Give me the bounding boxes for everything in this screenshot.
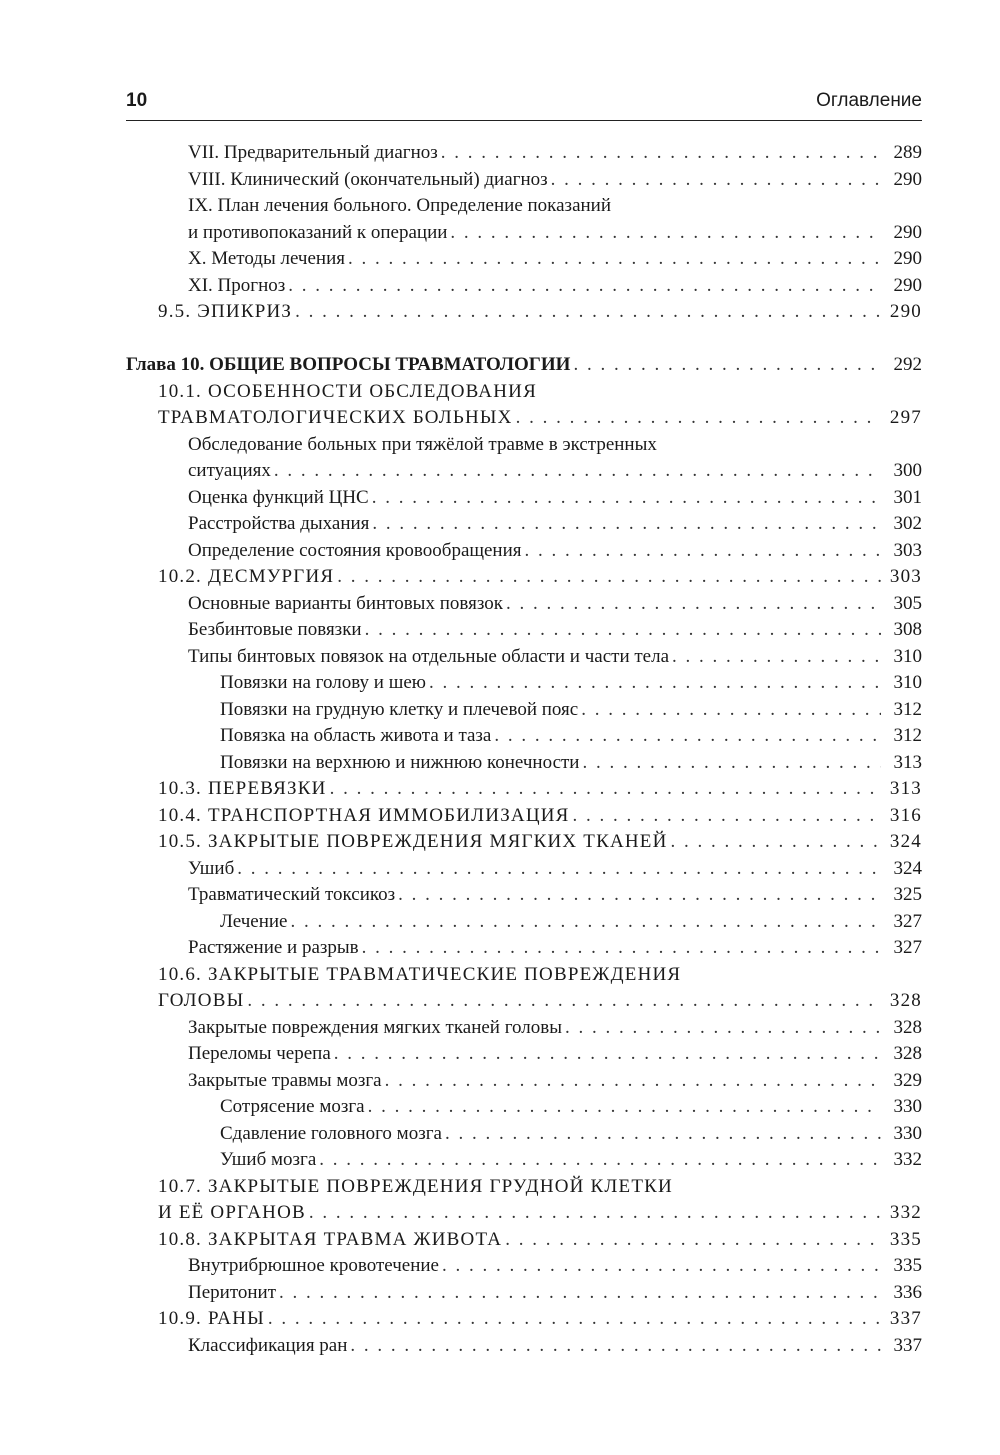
toc-section[interactable]: 10.3. ПЕРЕВЯЗКИ . . . 313 xyxy=(126,776,922,803)
toc-entry[interactable]: Безбинтовые повязки . . . 308 xyxy=(126,617,922,644)
leader-dots xyxy=(372,511,881,538)
leader-dots xyxy=(525,538,881,565)
leader-dots xyxy=(494,723,881,750)
toc-entry[interactable]: Закрытые повреждения мягких тканей головы . . . 328 xyxy=(126,1015,922,1042)
toc-entry[interactable]: Оценка функций ЦНС . . . 301 xyxy=(126,485,922,512)
leader-dots xyxy=(268,1306,881,1333)
toc-entry[interactable]: Закрытые травмы мозга . . . 329 xyxy=(126,1068,922,1095)
toc-subentry[interactable]: Повязки на верхнюю и нижнюю конечности . . . 313 xyxy=(126,750,922,777)
leader-dots xyxy=(505,1227,881,1254)
leader-dots xyxy=(445,1121,881,1148)
leader-dots xyxy=(671,829,881,856)
toc-entry[interactable]: Типы бинтовых повязок на отдельные области и части тела . . . 310 xyxy=(126,644,922,671)
leader-dots xyxy=(348,246,881,273)
leader-dots xyxy=(274,458,881,485)
toc-entry[interactable]: Травматический токсикоз . . . 325 xyxy=(126,882,922,909)
toc-section-line1[interactable]: 10.7. ЗАКРЫТЫЕ ПОВРЕЖДЕНИЯ ГРУДНОЙ КЛЕТКИ xyxy=(158,1175,673,1197)
leader-dots xyxy=(516,405,881,432)
leader-dots xyxy=(573,803,881,830)
leader-dots xyxy=(319,1147,881,1174)
leader-dots xyxy=(237,856,881,883)
leader-dots xyxy=(309,1200,881,1227)
toc-entry[interactable]: Перитонит . . . 336 xyxy=(126,1280,922,1307)
toc-entry[interactable]: Основные варианты бинтовых повязок . . . 305 xyxy=(126,591,922,618)
toc-entry-line1[interactable]: IX. План лечения больного. Определение показаний xyxy=(188,195,612,216)
leader-dots xyxy=(295,299,881,326)
leader-dots xyxy=(279,1280,881,1307)
toc-section[interactable]: ГОЛОВЫ . . . 328 xyxy=(126,988,922,1015)
leader-dots xyxy=(429,670,881,697)
toc-subentry[interactable]: Сотрясение мозга . . . 330 xyxy=(126,1094,922,1121)
toc-entry[interactable]: и противопоказаний к операции . . . 290 xyxy=(126,220,922,247)
toc-subentry[interactable]: Повязки на грудную клетку и плечевой пояс . . . 312 xyxy=(126,697,922,724)
leader-dots xyxy=(365,617,881,644)
toc-entry[interactable]: Определение состояния кровообращения . . . 303 xyxy=(126,538,922,565)
leader-dots xyxy=(450,220,881,247)
toc-entry[interactable]: XI. Прогноз . . . 290 xyxy=(126,273,922,300)
toc-chapter[interactable]: Глава 10. ОБЩИЕ ВОПРОСЫ ТРАВМАТОЛОГИИ . . . 292 xyxy=(126,352,922,379)
leader-dots xyxy=(288,273,881,300)
leader-dots xyxy=(372,485,881,512)
leader-dots xyxy=(506,591,881,618)
toc-entry-line1[interactable]: Обследование больных при тяжёлой травме в экстренных xyxy=(188,433,657,455)
toc-section[interactable]: 10.5. ЗАКРЫТЫЕ ПОВРЕЖДЕНИЯ МЯГКИХ ТКАНЕЙ . . . 324 xyxy=(126,829,922,856)
toc-entry[interactable]: Ушиб . . . 324 xyxy=(126,856,922,883)
toc-section[interactable]: 9.5. ЭПИКРИЗ . . . 290 xyxy=(126,299,922,326)
toc-section[interactable]: 10.4. ТРАНСПОРТНАЯ ИММОБИЛИЗАЦИЯ . . . 316 xyxy=(126,803,922,830)
page-header xyxy=(126,88,922,121)
leader-dots xyxy=(290,909,881,936)
toc-section[interactable]: ТРАВМАТОЛОГИЧЕСКИХ БОЛЬНЫХ . . . 297 xyxy=(126,405,922,432)
leader-dots xyxy=(581,697,881,724)
leader-dots xyxy=(385,1068,881,1095)
toc-subentry[interactable]: Повязки на голову и шею . . . 310 xyxy=(126,670,922,697)
toc-entry[interactable]: Растяжение и разрыв . . . 327 xyxy=(126,935,922,962)
toc-entry[interactable]: VIII. Клинический (окончательный) диагноз . . . 290 xyxy=(126,167,922,194)
leader-dots xyxy=(442,1253,881,1280)
leader-dots xyxy=(441,140,881,167)
toc-section[interactable]: 10.2. ДЕСМУРГИЯ . . . 303 xyxy=(126,564,922,591)
toc-section-line1[interactable]: 10.1. ОСОБЕННОСТИ ОБСЛЕДОВАНИЯ xyxy=(158,380,537,402)
toc-entry[interactable]: ситуациях . . . 300 xyxy=(126,458,922,485)
toc-entry[interactable]: Внутрибрюшное кровотечение . . . 335 xyxy=(126,1253,922,1280)
leader-dots xyxy=(551,167,881,194)
toc-subentry[interactable]: Сдавление головного мозга . . . 330 xyxy=(126,1121,922,1148)
toc-subentry[interactable]: Лечение . . . 327 xyxy=(126,909,922,936)
toc-entry[interactable]: VII. Предварительный диагноз . . . 289 xyxy=(126,140,922,167)
page-number: 10 xyxy=(126,90,148,111)
leader-dots xyxy=(398,882,881,909)
toc-section[interactable]: 10.8. ЗАКРЫТАЯ ТРАВМА ЖИВОТА . . . 335 xyxy=(126,1227,922,1254)
leader-dots xyxy=(337,564,881,591)
toc-section-line1[interactable]: 10.6. ЗАКРЫТЫЕ ТРАВМАТИЧЕСКИЕ ПОВРЕЖДЕНИЯ xyxy=(158,963,682,985)
toc-entry[interactable]: Классификация ран . . . 337 xyxy=(126,1333,922,1360)
toc-entry[interactable]: Переломы черепа . . . 328 xyxy=(126,1041,922,1068)
toc-subentry[interactable]: Повязка на область живота и таза . . . 312 xyxy=(126,723,922,750)
leader-dots xyxy=(350,1333,881,1360)
toc-entry[interactable]: Расстройства дыхания . . . 302 xyxy=(126,511,922,538)
leader-dots xyxy=(362,935,881,962)
leader-dots xyxy=(330,776,881,803)
leader-dots xyxy=(247,988,881,1015)
leader-dots xyxy=(672,644,881,671)
running-title: Оглавление xyxy=(816,90,922,111)
toc-subentry[interactable]: Ушиб мозга . . . 332 xyxy=(126,1147,922,1174)
toc-entry[interactable]: X. Методы лечения . . . 290 xyxy=(126,246,922,273)
leader-dots xyxy=(334,1041,881,1068)
toc-section[interactable]: И ЕЁ ОРГАНОВ . . . 332 xyxy=(126,1200,922,1227)
toc-section[interactable]: 10.9. РАНЫ . . . 337 xyxy=(126,1306,922,1333)
spacer xyxy=(126,326,922,353)
leader-dots xyxy=(368,1094,881,1121)
leader-dots xyxy=(582,750,881,777)
table-of-contents xyxy=(126,140,922,1359)
leader-dots xyxy=(573,352,881,379)
leader-dots xyxy=(565,1015,881,1042)
